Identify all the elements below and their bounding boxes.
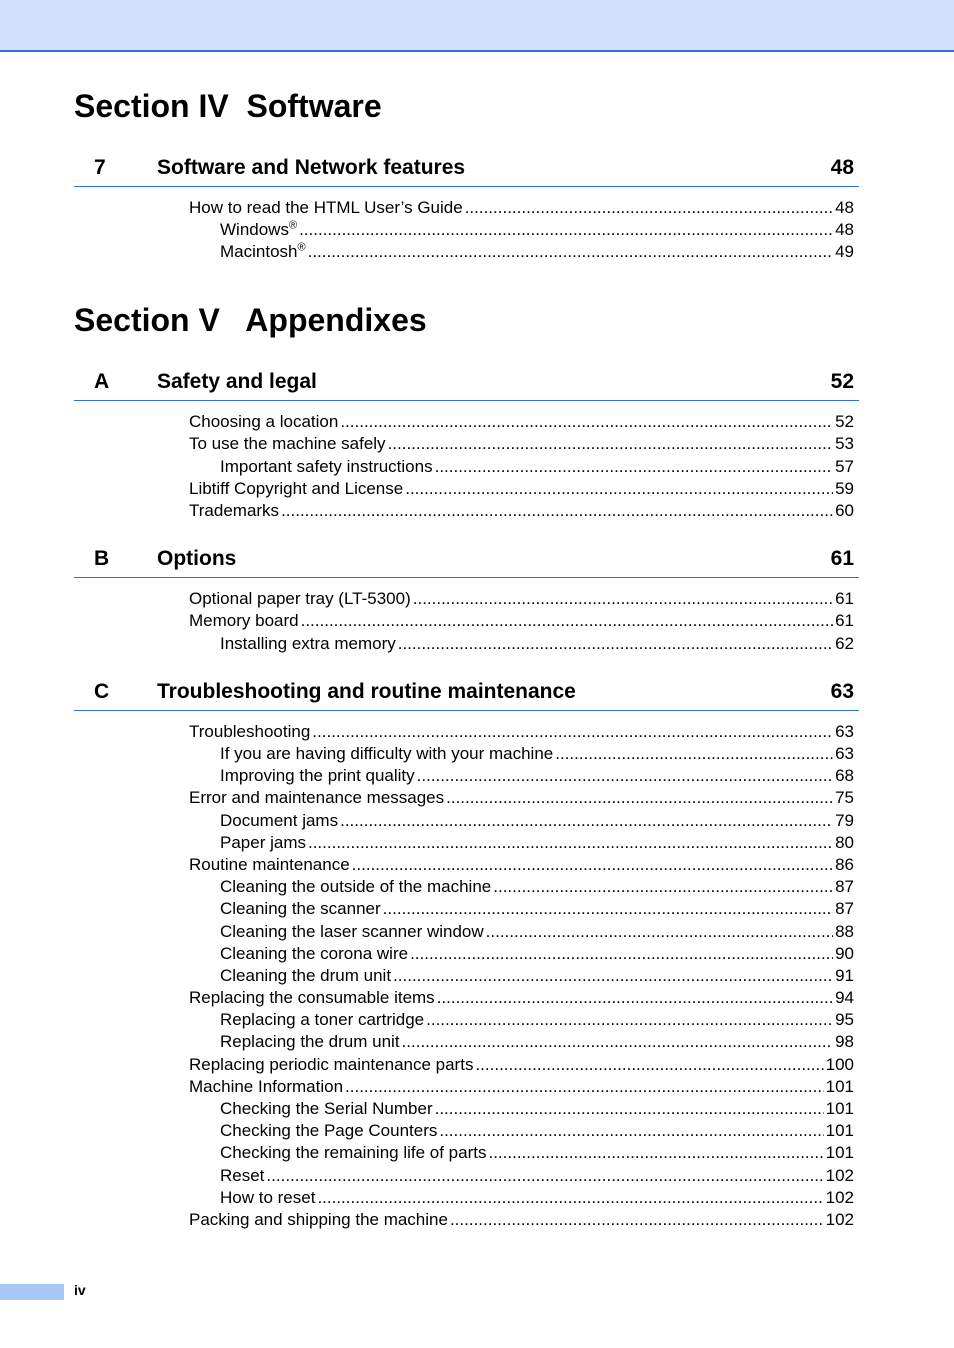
dot-leader: [281, 500, 833, 522]
entry-title: Cleaning the corona wire: [220, 944, 409, 963]
entry-page: 61: [835, 589, 854, 608]
chapter-number: B: [94, 547, 110, 570]
toc-entry[interactable]: [189, 588, 854, 610]
entry-page: 101: [825, 1099, 854, 1118]
toc-entry[interactable]: [220, 832, 854, 854]
toc-entry[interactable]: [220, 456, 854, 478]
entry-title: Cleaning the drum unit: [220, 966, 392, 985]
entry-title: Paper jams: [220, 833, 306, 852]
entry-title: Memory board: [189, 611, 299, 630]
chapter-heading[interactable]: [74, 543, 859, 578]
entry-page: 98: [835, 1032, 854, 1051]
entry-title: Choosing a location: [189, 412, 339, 431]
entry-page: 101: [825, 1121, 854, 1140]
entry-title: Checking the remaining life of parts: [220, 1143, 487, 1162]
entry-page: 62: [835, 634, 854, 653]
toc-entry[interactable]: [220, 1120, 854, 1142]
dot-leader: [405, 478, 833, 500]
entry-title: Replacing periodic maintenance parts: [189, 1055, 474, 1074]
entry-page: 63: [835, 722, 854, 741]
dot-leader: [345, 1076, 824, 1098]
dot-leader: [426, 1009, 833, 1031]
section-number: Section V: [74, 302, 220, 338]
toc-entry[interactable]: [189, 1076, 854, 1098]
entry-title: If you are having difficulty with your machine: [220, 744, 554, 763]
entry-title: Checking the Serial Number: [220, 1099, 433, 1118]
dot-leader: [340, 810, 833, 832]
entry-page: 80: [835, 833, 854, 852]
entry-page: 102: [825, 1166, 854, 1185]
toc-entry[interactable]: [189, 411, 854, 433]
chapter-heading[interactable]: [74, 366, 859, 401]
section-title: [74, 304, 427, 336]
entry-page: 68: [835, 766, 854, 785]
section-number: Section IV: [74, 88, 229, 124]
entry-title: Trademarks: [189, 501, 280, 520]
chapter-number: A: [94, 370, 110, 393]
chapter-page: 63: [830, 680, 854, 703]
toc-entry[interactable]: [189, 610, 854, 632]
entry-page: 63: [835, 744, 854, 763]
entry-page: 90: [835, 944, 854, 963]
chapter-heading[interactable]: [74, 152, 859, 187]
entry-title: Reset: [220, 1166, 265, 1185]
toc-entry[interactable]: [220, 1031, 854, 1053]
chapter-number: C: [94, 680, 110, 703]
toc-entry[interactable]: [189, 433, 854, 455]
toc-entry[interactable]: [220, 810, 854, 832]
entry-page: 101: [825, 1077, 854, 1096]
entry-page: 75: [835, 788, 854, 807]
entry-title: Installing extra memory: [220, 634, 396, 653]
entry-title: Replacing the drum unit: [220, 1032, 400, 1051]
section-name: Appendixes: [245, 302, 427, 338]
dot-leader: [340, 411, 833, 433]
dot-leader: [312, 721, 833, 743]
toc-entry[interactable]: [220, 1142, 854, 1164]
toc-entry[interactable]: [220, 921, 854, 943]
toc-entry[interactable]: [220, 241, 854, 263]
dot-leader: [308, 241, 833, 263]
toc-entry[interactable]: [220, 943, 854, 965]
dot-leader: [413, 588, 833, 610]
entry-title: Libtiff Copyright and License: [189, 479, 404, 498]
entry-page: 102: [825, 1210, 854, 1229]
entry-title: Packing and shipping the machine: [189, 1210, 448, 1229]
toc-entry[interactable]: [220, 965, 854, 987]
entry-page: 49: [835, 242, 854, 261]
entry-page: 95: [835, 1010, 854, 1029]
entry-title: Troubleshooting: [189, 722, 311, 741]
entry-title: Machine Information: [189, 1077, 344, 1096]
entry-title: Cleaning the laser scanner window: [220, 922, 484, 941]
dot-leader: [402, 1031, 834, 1053]
dot-leader: [398, 633, 833, 655]
chapter-page: 48: [830, 156, 854, 179]
entry-title: Cleaning the outside of the machine: [220, 877, 492, 896]
entry-page: 86: [835, 855, 854, 874]
entry-page: 87: [835, 899, 854, 918]
entry-page: 88: [835, 922, 854, 941]
entry-title: Optional paper tray (LT-5300): [189, 589, 411, 608]
dot-leader: [450, 1209, 824, 1231]
dot-leader: [388, 433, 834, 455]
section-title: [74, 90, 382, 122]
toc-entry[interactable]: [189, 721, 854, 743]
dot-leader: [465, 197, 833, 219]
entry-page: 52: [835, 412, 854, 431]
entry-page: 94: [835, 988, 854, 1007]
entry-page: 57: [835, 457, 854, 476]
entry-title: Error and maintenance messages: [189, 788, 445, 807]
entry-page: 60: [835, 501, 854, 520]
entry-title: How to reset: [220, 1188, 316, 1207]
toc-entry[interactable]: [189, 1054, 854, 1076]
chapter-title: Options: [157, 547, 237, 570]
registered-mark: ®: [297, 241, 306, 254]
entry-title: Macintosh: [220, 242, 298, 261]
entry-page: 59: [835, 479, 854, 498]
chapter-page: 61: [830, 547, 854, 570]
entry-title: Routine maintenance: [189, 855, 350, 874]
dot-leader: [266, 1165, 823, 1187]
dot-leader: [317, 1187, 823, 1209]
dot-leader: [475, 1054, 823, 1076]
dot-leader: [393, 965, 833, 987]
entry-page: 102: [825, 1188, 854, 1207]
toc-entry[interactable]: [189, 197, 854, 219]
toc-entry[interactable]: [189, 500, 854, 522]
registered-mark: ®: [288, 219, 298, 232]
toc-entry[interactable]: [220, 1165, 854, 1187]
dot-leader: [299, 219, 833, 241]
toc-entry[interactable]: [220, 1009, 854, 1031]
entry-title: Windows: [220, 220, 289, 239]
dot-leader: [439, 1120, 823, 1142]
dot-leader: [352, 854, 833, 876]
entry-page: 53: [835, 434, 854, 453]
entry-page: 61: [835, 611, 854, 630]
toc-entry[interactable]: [220, 743, 854, 765]
chapter-title: Software and Network features: [157, 156, 466, 179]
entry-page: 79: [835, 811, 854, 830]
dot-leader: [555, 743, 833, 765]
toc-entry[interactable]: [220, 1187, 854, 1209]
toc-entry[interactable]: [220, 219, 854, 241]
toc-entry[interactable]: [220, 1098, 854, 1120]
dot-leader: [410, 943, 833, 965]
toc-entry[interactable]: [220, 765, 854, 787]
dot-leader: [437, 987, 833, 1009]
toc-entry[interactable]: [220, 633, 854, 655]
entry-title: Important safety instructions: [220, 457, 433, 476]
dot-leader: [488, 1142, 823, 1164]
page-number: iv: [74, 1282, 86, 1298]
dot-leader: [435, 1098, 824, 1120]
entry-title: To use the machine safely: [189, 434, 386, 453]
toc-entry[interactable]: [189, 478, 854, 500]
entry-title: How to read the HTML User’s Guide: [189, 198, 463, 217]
entry-title: Replacing a toner cartridge: [220, 1010, 425, 1029]
entry-page: 101: [825, 1143, 854, 1162]
entry-title: Checking the Page Counters: [220, 1121, 438, 1140]
chapter-page: 52: [830, 370, 854, 393]
entry-title: Document jams: [220, 811, 339, 830]
entry-title: Improving the print quality: [220, 766, 415, 785]
toc-entry[interactable]: [220, 898, 854, 920]
entry-page: 87: [835, 877, 854, 896]
entry-title: Replacing the consumable items: [189, 988, 435, 1007]
toc-entry[interactable]: [189, 854, 854, 876]
dot-leader: [417, 765, 833, 787]
toc-entry[interactable]: [220, 876, 854, 898]
entry-page: 48: [835, 220, 854, 239]
dot-leader: [308, 832, 833, 854]
toc-entry[interactable]: [189, 787, 854, 809]
dot-leader: [493, 876, 833, 898]
section-name: Software: [246, 88, 382, 124]
chapter-title: Safety and legal: [157, 370, 317, 393]
chapter-heading[interactable]: [74, 676, 859, 711]
header-band: [0, 0, 954, 52]
entry-title: Cleaning the scanner: [220, 899, 381, 918]
toc-entry[interactable]: [189, 1209, 854, 1231]
toc-entry[interactable]: [189, 987, 854, 1009]
dot-leader: [383, 898, 833, 920]
entry-page: 100: [825, 1055, 854, 1074]
entry-page: 91: [835, 966, 854, 985]
chapter-title: Troubleshooting and routine maintenance: [157, 680, 576, 703]
footer-tab: [0, 1284, 64, 1300]
dot-leader: [486, 921, 833, 943]
chapter-number: 7: [94, 156, 106, 179]
dot-leader: [446, 787, 833, 809]
dot-leader: [435, 456, 833, 478]
dot-leader: [301, 610, 833, 632]
entry-page: 48: [835, 198, 854, 217]
